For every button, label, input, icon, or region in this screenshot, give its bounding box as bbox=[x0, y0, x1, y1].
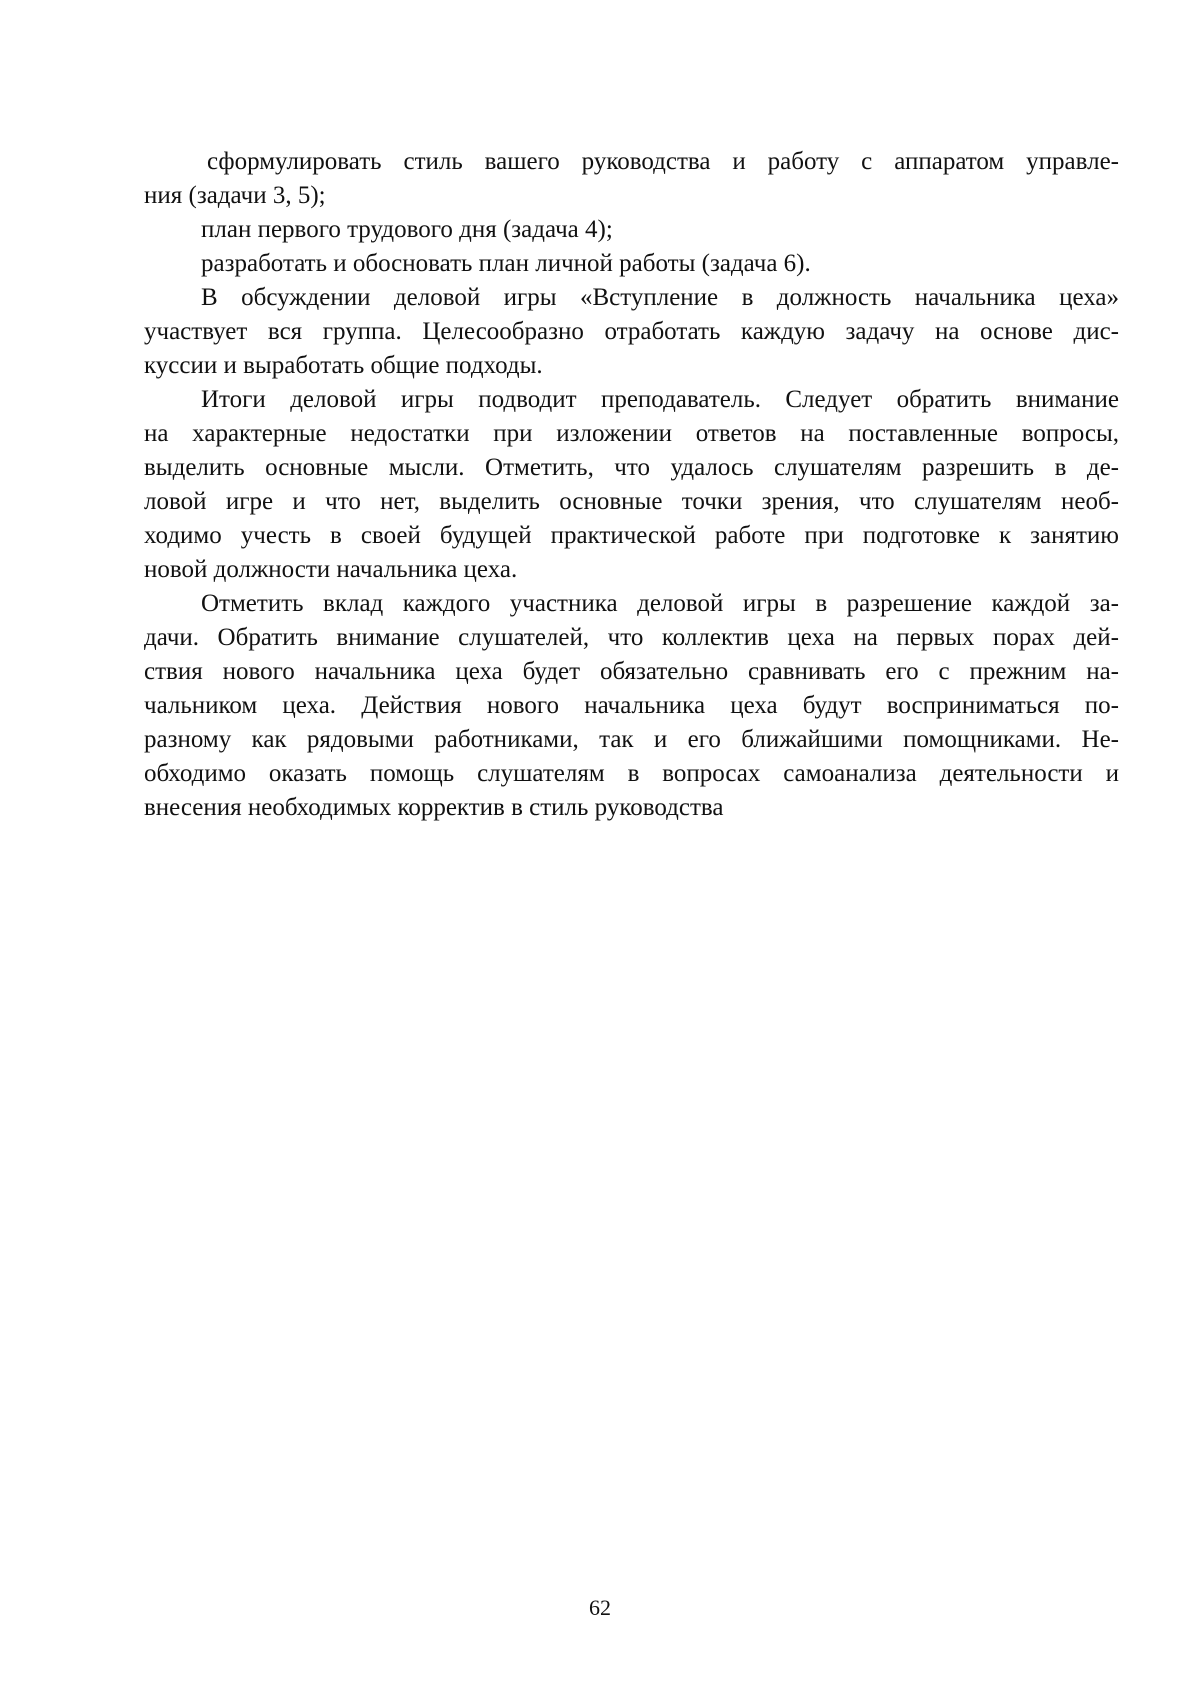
text-line-18: разному как рядовыми работниками, так и его ближайшими помощниками. Не- bbox=[144, 726, 1119, 753]
text-line-9: на характерные недостатки при изложении ответов на поставленные вопросы, bbox=[144, 420, 1119, 447]
text-line-6: участвует вся группа. Целесообразно отработать каждую задачу на основе дис- bbox=[144, 318, 1119, 345]
text-line-19: обходимо оказать помощь слушателям в вопросах самоанализа деятельности и bbox=[144, 760, 1119, 787]
text-line-17: чальником цеха. Действия нового начальника цеха будут восприниматься по- bbox=[144, 692, 1119, 719]
text-line-12: ходимо учесть в своей будущей практической работе при подготовке к занятию bbox=[144, 522, 1119, 549]
text-line-10: выделить основные мысли. Отметить, что удалось слушателям разрешить в де- bbox=[144, 454, 1119, 481]
text-line-8: Итоги деловой игры подводит преподаватель. Следует обратить внимание bbox=[201, 386, 1119, 413]
text-line-4: разработать и обосновать план личной работы (задача 6). bbox=[201, 250, 811, 277]
text-line-7: куссии и выработать общие подходы. bbox=[144, 352, 543, 379]
text-line-1: сформулировать стиль вашего руководства и работу с аппаратом управле- bbox=[207, 148, 1119, 175]
text-line-20: внесения необходимых корректив в стиль руководства bbox=[144, 794, 724, 821]
text-line-15: дачи. Обратить внимание слушателей, что коллектив цеха на первых порах дей- bbox=[144, 624, 1119, 651]
text-line-14: Отметить вклад каждого участника деловой игры в разрешение каждой за- bbox=[201, 590, 1119, 617]
text-line-13: новой должности начальника цеха. bbox=[144, 556, 518, 583]
page-number: 62 bbox=[589, 1595, 611, 1620]
text-line-3: план первого трудового дня (задача 4); bbox=[201, 216, 613, 243]
text-line-2: ния (задачи 3, 5); bbox=[144, 182, 326, 209]
text-line-16: ствия нового начальника цеха будет обязательно сравнивать его с прежним на- bbox=[144, 658, 1119, 685]
text-line-5: В обсуждении деловой игры «Вступление в должность начальника цеха» bbox=[201, 284, 1119, 311]
text-line-11: ловой игре и что нет, выделить основные точки зрения, что слушателям необ- bbox=[144, 488, 1119, 515]
